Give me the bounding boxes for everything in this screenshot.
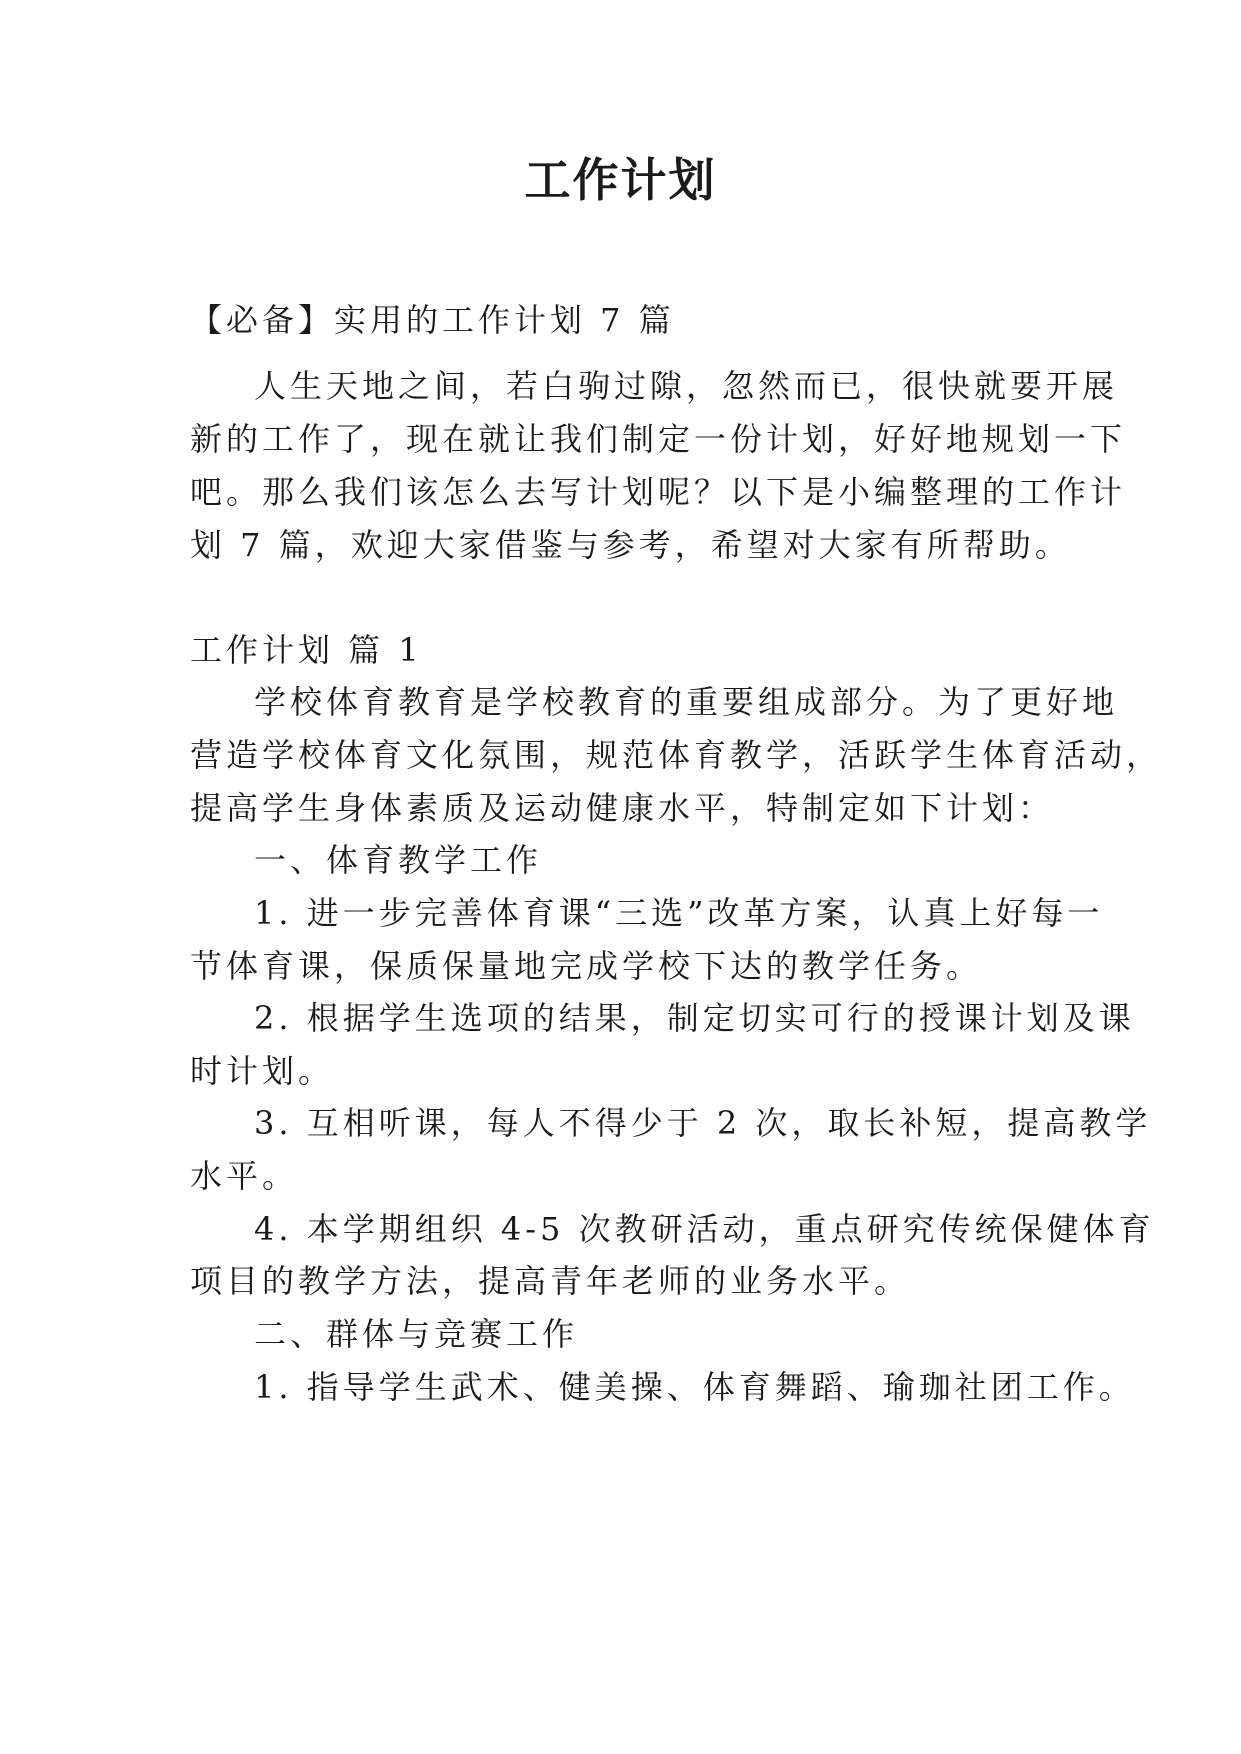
body-line: 项目的教学方法，提高青年老师的业务水平。 xyxy=(190,1262,911,1300)
intro-line: 人生天地之间，若白驹过隙，忽然而已，很快就要开展 xyxy=(254,367,1119,405)
section-heading: 工作计划 篇 1 xyxy=(190,631,423,669)
body-line: 学校体育教育是学校教育的重要组成部分。为了更好地 xyxy=(254,683,1119,721)
body-line: 节体育课，保质保量地完成学校下达的教学任务。 xyxy=(190,947,983,985)
document-title: 工作计划 xyxy=(524,153,717,207)
body-line: 4. 本学期组织 4-5 次教研活动，重点研究传统保健体育 xyxy=(254,1210,1155,1248)
body-line: 提高学生身体素质及运动健康水平，特制定如下计划： xyxy=(190,789,1055,827)
body-line: 3. 互相听课，每人不得少于 2 次，取长补短，提高教学 xyxy=(254,1104,1152,1142)
intro-line: 吧。那么我们该怎么去写计划呢？以下是小编整理的工作计 xyxy=(190,473,1127,511)
document-subtitle: 【必备】实用的工作计划 7 篇 xyxy=(190,301,675,339)
body-line: 水平。 xyxy=(190,1157,299,1195)
body-line: 2. 根据学生选项的结果，制定切实可行的授课计划及课 xyxy=(254,999,1135,1037)
intro-line: 新的工作了，现在就让我们制定一份计划，好好地规划一下 xyxy=(190,420,1127,458)
body-line: 营造学校体育文化氛围，规范体育教学，活跃学生体育活动， xyxy=(190,736,1163,774)
body-line: 1. 指导学生武术、健美操、体育舞蹈、瑜珈社团工作。 xyxy=(254,1368,1135,1406)
intro-line: 划 7 篇，欢迎大家借鉴与参考，希望对大家有所帮助。 xyxy=(190,526,1071,564)
subsection-heading: 一、体育教学工作 xyxy=(254,841,543,879)
subsection-heading: 二、群体与竞赛工作 xyxy=(254,1315,579,1353)
body-line: 时计划。 xyxy=(190,1052,335,1090)
body-line: 1. 进一步完善体育课“三选”改革方案，认真上好每一 xyxy=(254,894,1104,932)
